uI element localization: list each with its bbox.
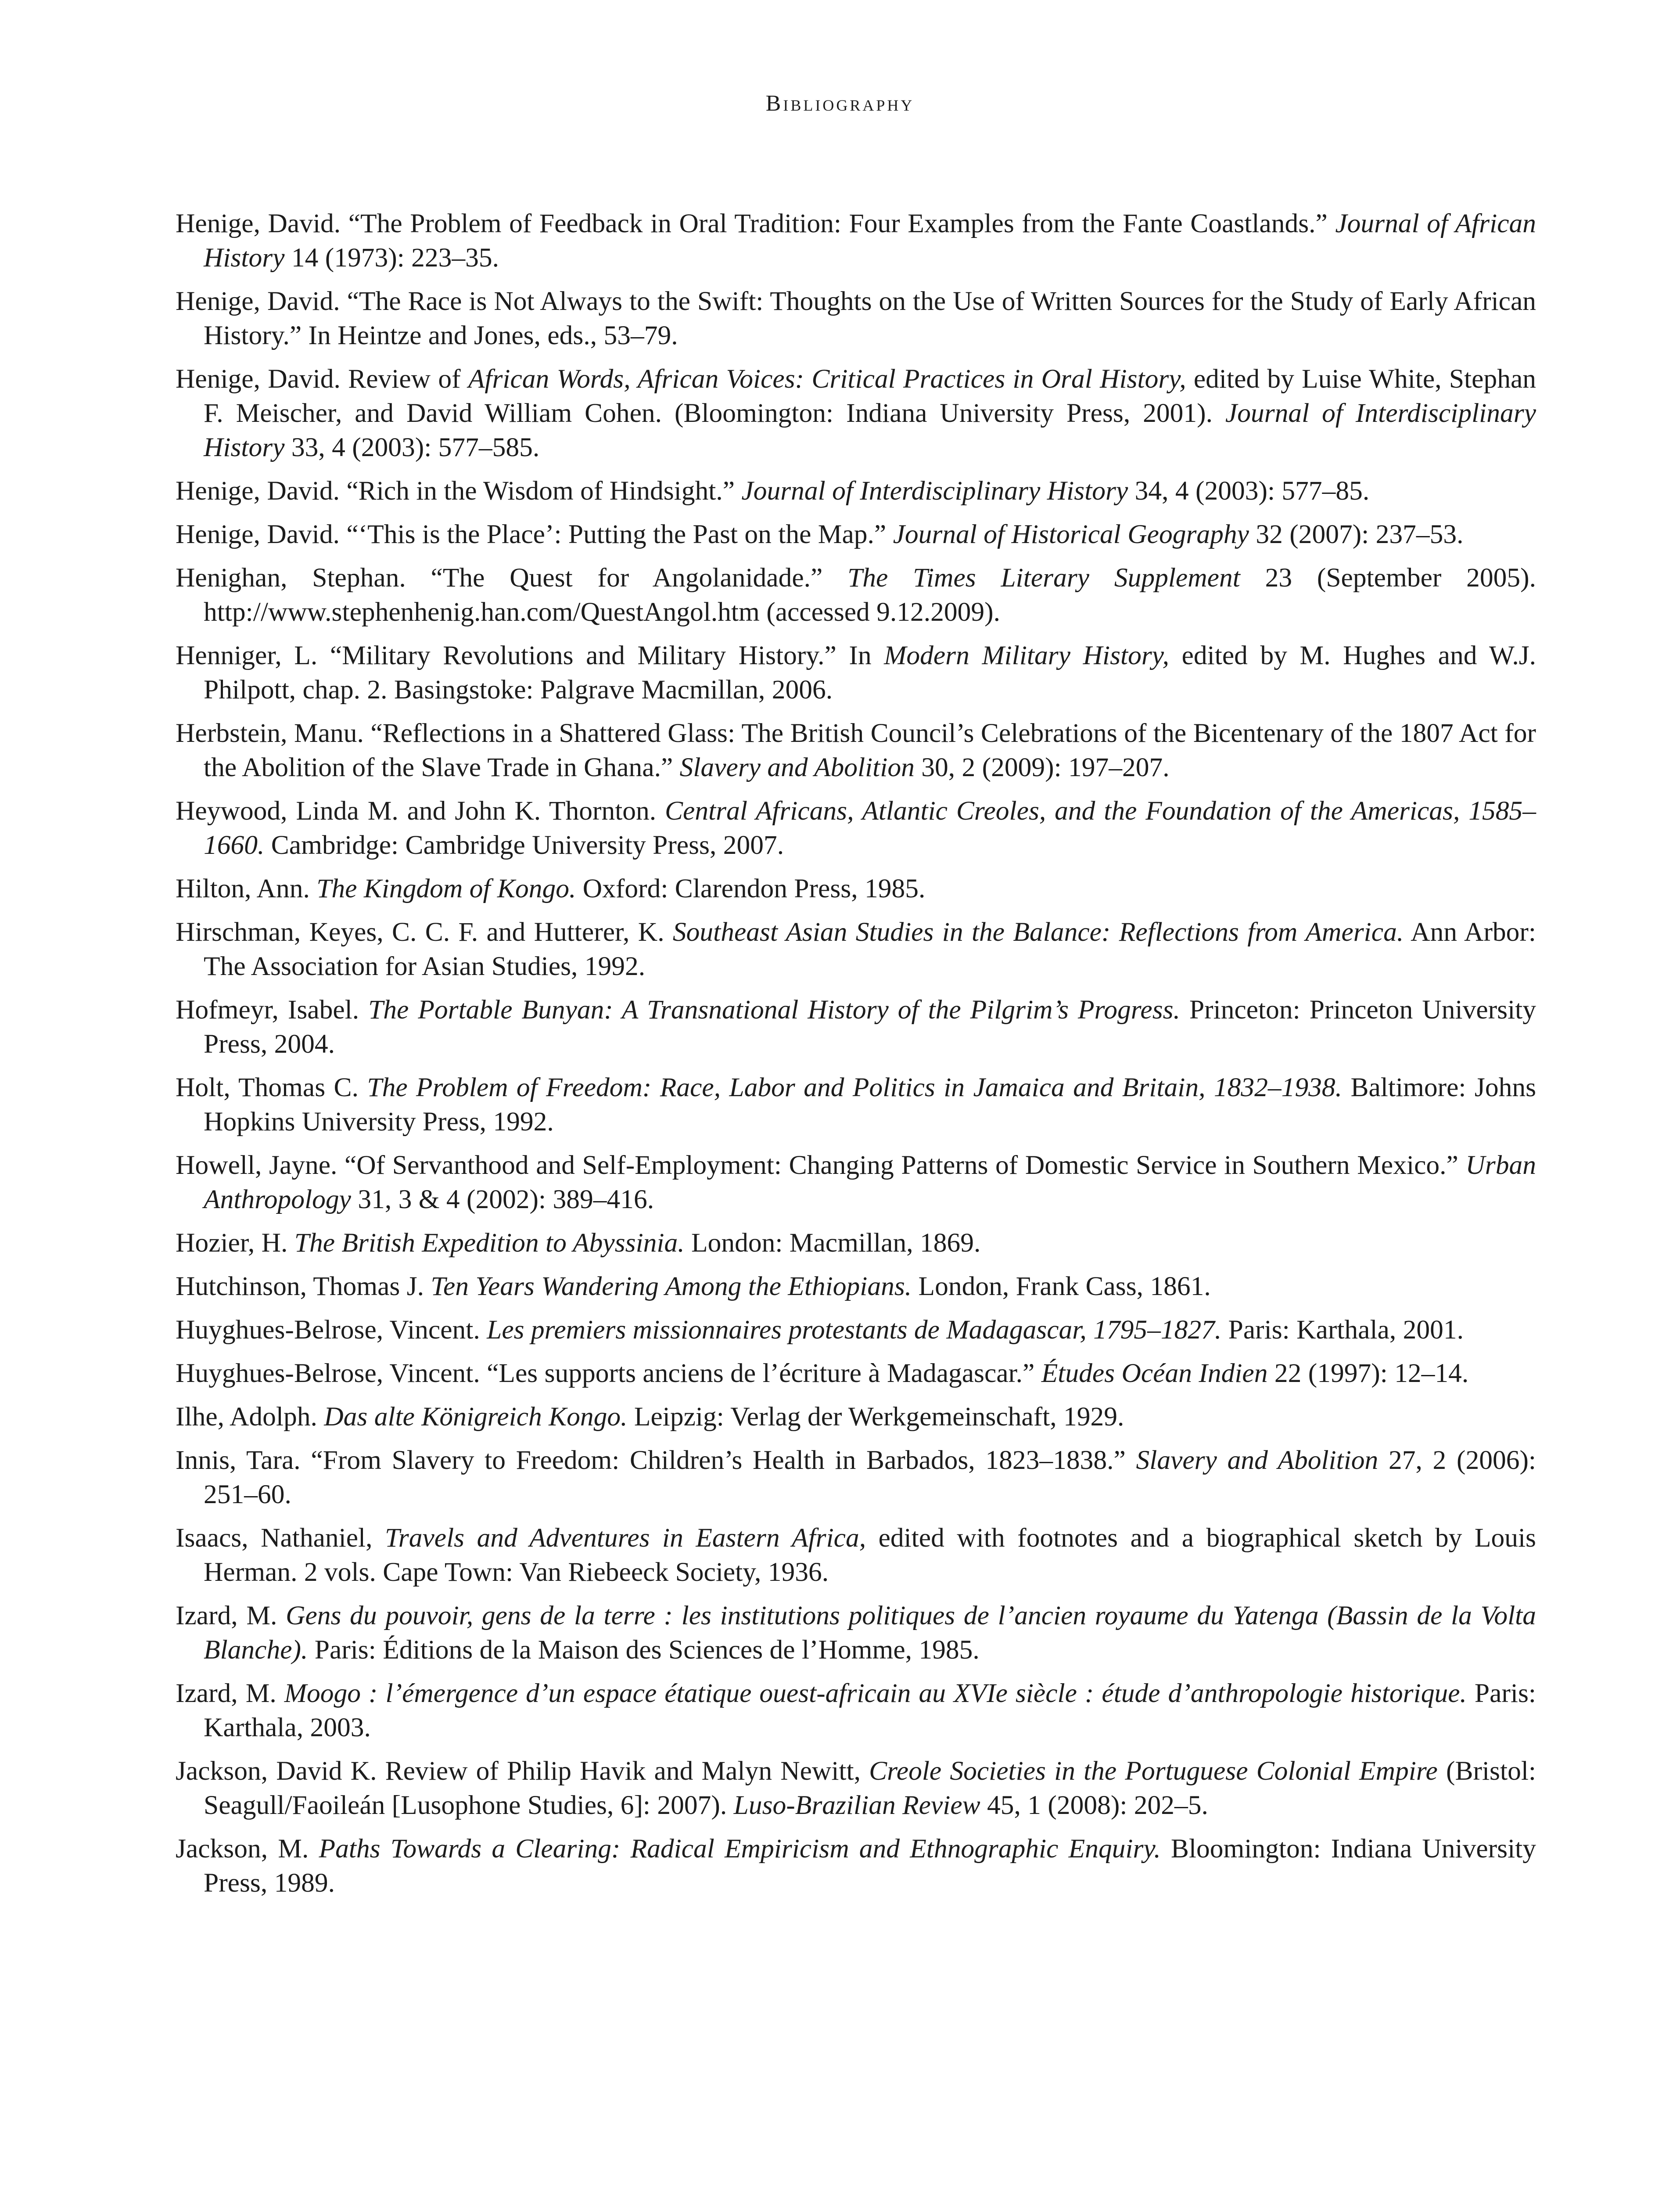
entry-text: 32 (2007): 237–53.	[1249, 519, 1464, 549]
bib-entry	[176, 794, 1536, 862]
bib-entry	[176, 1443, 1536, 1511]
bib-entry	[176, 1754, 1536, 1822]
entry-title: Les premiers missionnaires protestants de Madagascar, 1795–1827.	[487, 1315, 1222, 1345]
entry-text: Jackson, David K. Review of Philip Havik and Malyn Newitt,	[176, 1756, 869, 1786]
entry-text: 23 (September 2005). http://www.stephenhenig.han.com/QuestAngol.htm (accessed 9.12.2009).	[204, 563, 1536, 627]
bib-entry	[176, 474, 1536, 508]
bib-entry	[176, 716, 1536, 784]
entry-title: African Words, African Voices: Critical Practices in Oral History,	[468, 364, 1186, 394]
entry-title: Central Africans, Atlantic Creoles, and the Foundation of the Americas, 1585–1660.	[204, 796, 1536, 860]
running-head: Bibliography	[765, 91, 915, 116]
bib-entry	[176, 206, 1536, 275]
entry-title: Gens du pouvoir, gens de la terre : les institutions politiques de l’ancien royaume du Yatenga (Bassin de la Volta Blanche).	[204, 1601, 1536, 1665]
bib-entry	[176, 1521, 1536, 1589]
entry-title: The Portable Bunyan: A Transnational History of the Pilgrim’s Progress.	[368, 995, 1180, 1025]
bib-entry	[176, 1313, 1536, 1347]
entry-title: Paths Towards a Clearing: Radical Empiricism and Ethnographic Enquiry.	[319, 1834, 1161, 1864]
entry-text: London, Frank Cass, 1861.	[912, 1271, 1211, 1301]
entry-title: Slavery and Abolition	[679, 752, 915, 782]
entry-text: Izard, M.	[176, 1678, 284, 1708]
entry-text: Paris: Éditions de la Maison des Sciences de l’Homme, 1985.	[308, 1635, 980, 1665]
entry-text: Innis, Tara. “From Slavery to Freedom: Children’s Health in Barbados, 1823–1838.”	[176, 1445, 1136, 1475]
entry-text: Huyghues-Belrose, Vincent. “Les supports anciens de l’écriture à Madagascar.”	[176, 1358, 1041, 1388]
entry-text: Hofmeyr, Isabel.	[176, 995, 369, 1025]
entry-text: edited by M. Hughes and W.J. Philpott, chap. 2. Basingstoke: Palgrave Macmillan, 2006.	[204, 641, 1536, 705]
entry-text: Ann Arbor: The Association for Asian Studies, 1992.	[204, 917, 1536, 981]
bib-entry	[176, 561, 1536, 629]
entry-title: Moogo : l’émergence d’un espace étatique ouest-africain au XVIe siècle : étude d’anthropologie historique.	[284, 1678, 1467, 1708]
entry-text: edited by Luise White, Stephan F. Meischer, and David William Cohen. (Bloomington: Indiana University Press, 2001).	[204, 364, 1536, 428]
entry-text: Cambridge: Cambridge University Press, 2007.	[264, 830, 784, 860]
bib-entry	[176, 1226, 1536, 1260]
entry-text: Henige, David. “Rich in the Wisdom of Hindsight.”	[176, 476, 742, 506]
bib-entry	[176, 1832, 1536, 1900]
entry-text: Heywood, Linda M. and John K. Thornton.	[176, 796, 665, 826]
entry-text: Leipzig: Verlag der Werkgemeinschaft, 1929.	[627, 1402, 1124, 1432]
entry-text: Hozier, H.	[176, 1228, 294, 1258]
bib-entry	[176, 1400, 1536, 1434]
bib-entry	[176, 993, 1536, 1061]
entry-text: 45, 1 (2008): 202–5.	[980, 1790, 1208, 1820]
entry-title: Ten Years Wandering Among the Ethiopians.	[431, 1271, 912, 1301]
entry-text: edited with footnotes and a biographical sketch by Louis Herman. 2 vols. Cape Town: Van Riebeeck Society, 1936.	[204, 1523, 1536, 1587]
entry-title: The Kingdom of Kongo.	[316, 874, 576, 903]
entry-text: Hilton, Ann.	[176, 874, 317, 903]
bib-entry	[176, 871, 1536, 906]
entry-text: 14 (1973): 223–35.	[284, 243, 499, 273]
bib-entry	[176, 1676, 1536, 1745]
bib-entry	[176, 1269, 1536, 1303]
bib-entry	[176, 284, 1536, 353]
entry-text: Henniger, L. “Military Revolutions and Military History.” In	[176, 641, 884, 670]
bib-entry	[176, 362, 1536, 464]
entry-title: The British Expedition to Abyssinia.	[294, 1228, 685, 1258]
entry-text: Hirschman, Keyes, C. C. F. and Hutterer, K.	[176, 917, 673, 947]
entry-title: The Times Literary Supplement	[847, 563, 1240, 593]
entry-title: Journal of Interdisciplinary History	[204, 398, 1536, 462]
entry-title: Journal of African History	[204, 209, 1536, 273]
entry-text: Bloomington: Indiana University Press, 1989.	[204, 1834, 1536, 1898]
entry-text: 30, 2 (2009): 197–207.	[914, 752, 1170, 782]
bibliography-list	[176, 206, 1536, 1909]
entry-text: 34, 4 (2003): 577–85.	[1128, 476, 1370, 506]
entry-title: Slavery and Abolition	[1136, 1445, 1378, 1475]
entry-text: Izard, M.	[176, 1601, 286, 1630]
entry-text: Howell, Jayne. “Of Servanthood and Self-Employment: Changing Patterns of Domestic Service in Southern Mexico.”	[176, 1150, 1466, 1180]
bib-entry	[176, 1356, 1536, 1390]
entry-title: Southeast Asian Studies in the Balance: Reflections from America.	[672, 917, 1404, 947]
entry-text: 22 (1997): 12–14.	[1267, 1358, 1469, 1388]
entry-text: Henighan, Stephan. “The Quest for Angolanidade.”	[176, 563, 848, 593]
entry-text: Herbstein, Manu. “Reflections in a Shattered Glass: The British Council’s Celebrations of the Bicentenary of the 1807 Act for the Abolition of the Slave Trade in Ghana.”	[176, 718, 1536, 782]
entry-title: The Problem of Freedom: Race, Labor and Politics in Jamaica and Britain, 1832–1938.	[367, 1072, 1343, 1102]
entry-text: Henige, David. “The Race is Not Always to the Swift: Thoughts on the Use of Written Sources for the Study of Early African History.” In Heintze and Jones, eds., 53–79.	[176, 286, 1536, 350]
entry-text: Holt, Thomas C.	[176, 1072, 367, 1102]
bib-entry	[176, 638, 1536, 707]
bib-entry	[176, 1070, 1536, 1139]
entry-title: Journal of Historical Geography	[893, 519, 1249, 549]
entry-title: Travels and Adventures in Eastern Africa,	[385, 1523, 866, 1553]
entry-title: Das alte Königreich Kongo.	[324, 1402, 628, 1432]
bib-entry	[176, 915, 1536, 983]
entry-text: (Bristol: Seagull/Faoileán [Lusophone Studies, 6]: 2007).	[204, 1756, 1536, 1820]
bib-entry	[176, 1598, 1536, 1667]
entry-text: Hutchinson, Thomas J.	[176, 1271, 431, 1301]
entry-text: Paris: Karthala, 2001.	[1221, 1315, 1464, 1345]
entry-text: Henige, David. Review of	[176, 364, 468, 394]
entry-title: Journal of Interdisciplinary History	[741, 476, 1128, 506]
entry-title: Creole Societies in the Portuguese Colonial Empire	[869, 1756, 1438, 1786]
entry-text: Huyghues-Belrose, Vincent.	[176, 1315, 487, 1345]
entry-text: Ilhe, Adolph.	[176, 1402, 324, 1432]
entry-text: Oxford: Clarendon Press, 1985.	[576, 874, 926, 903]
entry-text: Princeton: Princeton University Press, 2004.	[204, 995, 1536, 1059]
entry-title: Modern Military History,	[884, 641, 1170, 670]
entry-title: Luso-Brazilian Review	[733, 1790, 980, 1820]
entry-text: 27, 2 (2006): 251–60.	[204, 1445, 1536, 1509]
entry-text: Jackson, M.	[176, 1834, 319, 1864]
entry-title: Urban Anthropology	[204, 1150, 1536, 1214]
entry-text: Paris: Karthala, 2003.	[204, 1678, 1536, 1742]
entry-text: Baltimore: Johns Hopkins University Press, 1992.	[204, 1072, 1536, 1137]
entry-text: 31, 3 & 4 (2002): 389–416.	[351, 1184, 654, 1214]
entry-text: Isaacs, Nathaniel,	[176, 1523, 385, 1553]
bib-entry	[176, 1148, 1536, 1216]
entry-text: 33, 4 (2003): 577–585.	[284, 432, 540, 462]
entry-text: London: Macmillan, 1869.	[684, 1228, 981, 1258]
entry-text: Henige, David. “‘This is the Place’: Putting the Past on the Map.”	[176, 519, 893, 549]
entry-title: Études Océan Indien	[1041, 1358, 1268, 1388]
bib-entry	[176, 517, 1536, 551]
entry-text: Henige, David. “The Problem of Feedback in Oral Tradition: Four Examples from the Fante Coastlands.”	[176, 209, 1335, 238]
